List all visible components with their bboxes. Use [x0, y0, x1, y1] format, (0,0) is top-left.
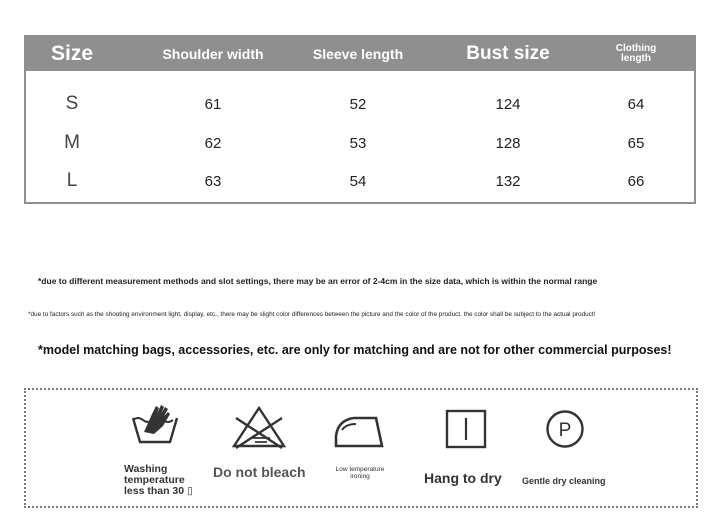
- size-table: [24, 35, 696, 204]
- length-cell: 65: [627, 134, 645, 152]
- shoulder-cell: 63: [204, 172, 222, 190]
- length-cell: 64: [627, 95, 645, 113]
- bust-cell: 128: [495, 134, 521, 152]
- header-shoulder-width: Shoulder width: [162, 46, 264, 62]
- header-bust-size: Bust size: [466, 43, 550, 64]
- color-note: *due to factors such as the shooting environment light, display, etc., there may be slight color differences between the picture and the color of the product. the color shall be subject to the actual product!: [28, 311, 596, 318]
- sleeve-cell: 53: [349, 134, 367, 152]
- size-cell: M: [64, 132, 80, 153]
- low-iron-icon: [332, 410, 386, 450]
- header-size: Size: [50, 42, 94, 65]
- sleeve-cell: 52: [349, 95, 367, 113]
- bust-cell: 124: [495, 95, 521, 113]
- dry-clean-symbol: P: [558, 420, 572, 441]
- size-table-header: [26, 37, 694, 71]
- hang-dry-label: Hang to dry: [424, 470, 502, 486]
- iron-label-line2: ironing: [350, 473, 370, 480]
- header-sleeve-length: Sleeve length: [312, 46, 404, 62]
- size-cell: L: [66, 170, 78, 191]
- table-row: [26, 124, 694, 162]
- shoulder-cell: 61: [204, 95, 222, 113]
- washing-label-line3: less than 30 ▯: [124, 485, 193, 497]
- dry-clean-label: Gentle dry cleaning: [522, 476, 606, 486]
- length-cell: 66: [627, 172, 645, 190]
- washing-label-line2: temperature: [124, 474, 185, 486]
- dry-clean-icon: [544, 408, 586, 450]
- care-instructions-panel: [24, 388, 698, 508]
- header-clothing-length-line1: Clothing: [615, 43, 657, 54]
- table-row: [26, 85, 694, 123]
- low-iron-label: [328, 466, 392, 480]
- washing-temperature-label: [124, 464, 204, 497]
- iron-label-line1: Low temperature: [335, 466, 385, 473]
- washing-label-line1: Washing: [124, 463, 168, 475]
- size-cell: S: [65, 93, 79, 114]
- hand-wash-icon: [130, 402, 180, 446]
- shoulder-cell: 62: [204, 134, 222, 152]
- no-bleach-label: Do not bleach: [213, 464, 306, 480]
- accessories-note: *model matching bags, accessories, etc. are only for matching and are not for other commercial purposes!: [38, 343, 672, 357]
- header-clothing-length-line2: length: [621, 53, 651, 64]
- bust-cell: 132: [495, 172, 521, 190]
- table-row: [26, 162, 694, 200]
- header-clothing-length: [580, 37, 692, 71]
- hang-dry-icon: [444, 408, 488, 450]
- no-bleach-icon: [230, 404, 288, 450]
- measurement-note: *due to different measurement methods and slot settings, there may be an error of 2-4cm in the size data, which is within the normal range: [38, 276, 598, 286]
- sleeve-cell: 54: [349, 172, 367, 190]
